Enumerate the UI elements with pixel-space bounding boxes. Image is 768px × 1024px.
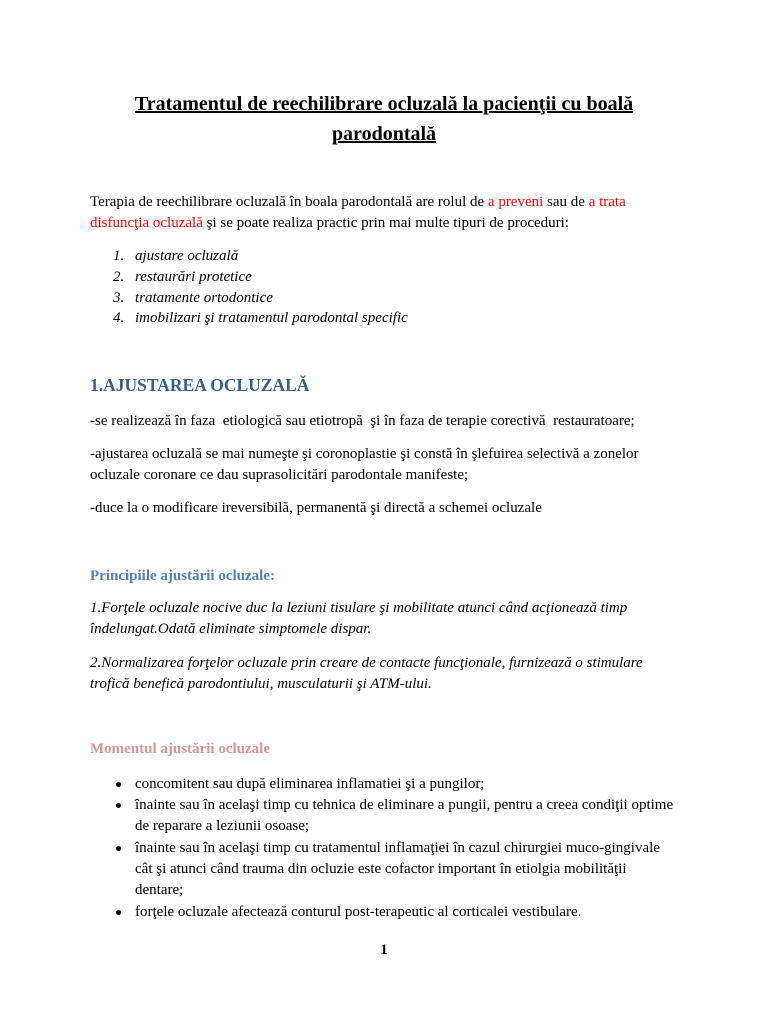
paragraph-line: -duce la o modificare ireversibilă, permanentă şi directă a schemei ocluzale <box>90 500 542 516</box>
bullet-line: concomitent sau după eliminarea inflamatiei şi a pungilor; <box>135 776 485 792</box>
title-line <box>0 89 768 119</box>
intro-highlight: a preveni <box>487 194 544 210</box>
procedure-label: restaurări protetice <box>135 269 252 285</box>
title-line-text: Tratamentul de reechilibrare ocluzală la pacienţii cu boală <box>134 93 634 115</box>
title-line <box>0 119 768 149</box>
bullet-line: dentare; <box>135 882 184 898</box>
intro-text: sau de <box>543 194 589 210</box>
principle-paragraph <box>90 653 643 695</box>
bullet-item <box>135 774 484 795</box>
document-title <box>0 89 768 149</box>
paragraph-line: -se realizează în faza etiologică sau etiotropă şi în faza de terapie corectivă restauratoare; <box>90 413 635 429</box>
body-paragraph <box>90 444 639 486</box>
paragraph-line: ocluzale coronare ce dau suprasolicitări parodontale manifeste; <box>90 467 469 483</box>
bullet-icon <box>116 803 121 808</box>
page-number: 1 <box>380 942 388 958</box>
procedure-item <box>113 288 273 309</box>
bullet-line: înainte sau în acelaşi timp cu tehnica de eliminare a pungii, pentru a creea condiţii optime <box>135 797 674 813</box>
paragraph-line: 1.Forţele ocluzale nocive duc la leziuni tisulare şi mobilitate atunci când acţionează timp <box>90 600 628 616</box>
intro-highlight: disfuncţia ocluzală <box>90 215 203 231</box>
principles-heading: Principiile ajustării ocluzale: <box>90 568 275 584</box>
procedure-item <box>113 308 408 329</box>
bullet-icon <box>116 910 121 915</box>
bullet-item <box>135 902 581 923</box>
procedure-label: ajustare ocluzală <box>135 248 239 264</box>
procedure-number: 4. <box>113 310 125 326</box>
principle-paragraph <box>90 598 627 640</box>
bullet-item <box>135 838 660 901</box>
bullet-icon <box>116 782 121 787</box>
paragraph-line: îndelungat.Odată eliminate simptomele dispar. <box>90 621 372 637</box>
timing-heading: Momentul ajustării ocluzale <box>90 741 270 757</box>
bullet-line: cât şi atunci când trauma din ocluzie este cofactor important în etiolgia mobilităţii <box>135 861 627 877</box>
section-heading: 1.AJUSTAREA OCLUZALĂ <box>90 375 310 395</box>
paragraph-line: -ajustarea ocluzală se mai numeşte şi coronoplastie şi constă în şlefuirea selectivă a zonelor <box>90 446 639 462</box>
bullet-item <box>135 795 673 837</box>
procedure-label: imobilizari şi tratamentul parodontal specific <box>135 310 408 326</box>
bullet-icon <box>116 846 121 851</box>
bullet-line: înainte sau în acelaşi timp cu tratamentul inflamaţiei în cazul chirurgiei muco-gingivale <box>135 840 660 856</box>
intro-text: şi se poate realiza practic prin mai multe tipuri de proceduri: <box>202 215 569 231</box>
paragraph-line: 2.Normalizarea forţelor ocluzale prin creare de contacte funcţionale, furnizează o stimulare <box>90 655 643 671</box>
title-line-text: parodontală <box>331 123 437 145</box>
procedure-label: tratamente ortodontice <box>135 290 273 306</box>
procedure-number: 3. <box>113 290 125 306</box>
bullet-line: de reparare a leziunii osoase; <box>135 818 310 834</box>
intro-text: Terapia de reechilibrare ocluzală în boala parodontală are rolul de <box>90 194 488 210</box>
paragraph-line <box>90 192 626 213</box>
intro-highlight: a trata <box>588 194 626 210</box>
procedure-number: 2. <box>113 269 125 285</box>
paragraph-line: trofică benefică parodontiului, musculaturii şi ATM-ului. <box>90 676 432 692</box>
intro-paragraph <box>90 192 626 234</box>
procedure-item <box>113 246 238 267</box>
procedure-number: 1. <box>113 248 125 264</box>
bullet-line: forţele ocluzale afectează conturul post-terapeutic al corticalei vestibulare. <box>135 904 582 920</box>
body-paragraph <box>90 411 635 432</box>
procedure-item <box>113 267 252 288</box>
paragraph-line <box>90 213 626 234</box>
body-paragraph <box>90 498 542 519</box>
